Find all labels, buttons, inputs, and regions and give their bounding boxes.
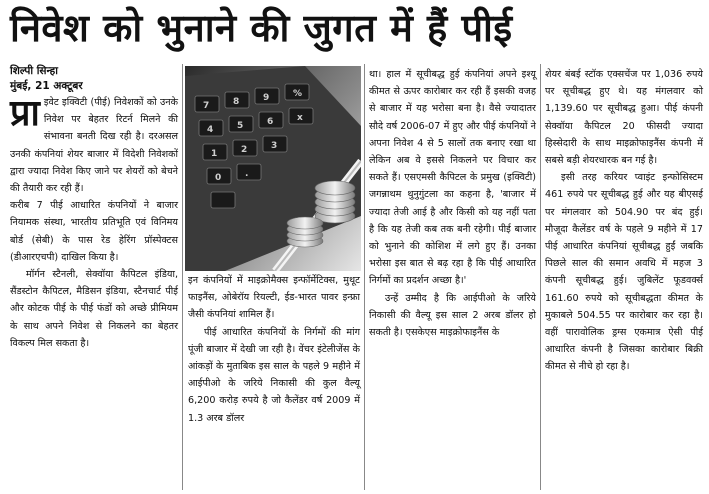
column-rule-1 (182, 64, 183, 490)
col1-paragraph-1: इवेट इक्विटी (पीई) निवेशकों को उनके निवेश पर बेहतर रिटर्न मिलने की संभावना बनती दिख रही है। दरअसल उनकी कंपनियां शेयर बाजार में विदेशी निवेशकों द्वारा ज्यादा निवेश किए जाने पर शेयरों को बेचने की तैयारी कर रही हैं। (10, 97, 178, 195)
col4-paragraph-1: शेयर बंबई स्टॉक एक्सचेंज पर 1,036 रुपये पर सूचीबद्ध हुए थे। यह मंगलवार को 1,139.60 पर सूचीबद्ध हुआ। पीई कंपनी सेक्वॉया कैपिटल 20 फीसदी ज्यादा हिस्सेदारी के साथ माइक्रोफाइनैंस कंपनी में सबसे बड़ी शेयरधारक बन गई है। (545, 69, 703, 167)
svg-text:5: 5 (237, 121, 244, 131)
byline: शिल्पी सिन्हा (10, 65, 58, 77)
article-column-1 (10, 64, 178, 352)
svg-text:8: 8 (233, 97, 240, 107)
svg-text:3: 3 (271, 141, 278, 151)
svg-text:.: . (245, 169, 249, 179)
svg-text:1: 1 (211, 149, 218, 159)
article-column-2 (188, 272, 360, 427)
col2-paragraph-1: इन कंपनियों में माइक्रोमैक्स इन्फॉर्मेटिक्स, मुथूट फाइनैंस, ओबेरॉय रियल्टी, ईड-भारत पावर इन्फ्रा जैसी कंपनियां शामिल हैं। (188, 275, 360, 321)
column-rule-2 (364, 64, 365, 490)
col1-paragraph-2: करीब 7 पीई आधारित कंपनियों ने बाजार नियामक संस्था, भारतीय प्रतिभूति एवं विनिमय बोर्ड (सेबी) के पास रेड हेरिंग प्रॉस्पेक्टस (डीआरएचपी) दाखिल किया है। (10, 200, 178, 263)
article-column-3 (369, 66, 536, 341)
svg-text:9: 9 (263, 93, 270, 103)
svg-text:4: 4 (207, 125, 214, 135)
col3-paragraph-1: था। हाल में सूचीबद्ध हुई कंपनियां अपने इश्यू कीमत से ऊपर कारोबार कर रही हैं इसकी वजह से बाजार में यह भरोसा बना है। वैसे ज्यादातर सौदे वर्ष 2006-07 में हुए और पीई कंपनियों ने अपना निवेश 4 से 5 सालों तक बनाए रखा था लेकिन अब वे इससे निकलने पर विचार कर सकते हैं। एसएमसी कैपिटल के प्रमुख (इक्विटी) जगन्नाथम थुनुगुंटला का कहना है, 'बाजार में ज्यादा तेजी आई है और किसी को यह नहीं पता है कि यह तेजी कब तक बनी रहेगी। पीई बाजार को भुनाने की कोशिश में लगे हुए हैं। उनका भरोसा इस बात से बढ़ रहा है कि पीई आधारित निर्गमों का प्रदर्शन अच्छा है।' (369, 69, 536, 287)
column-rule-3 (540, 64, 541, 490)
col4-paragraph-2: इसी तरह करियर प्वाइंट इन्फोसिस्टम 461 रुपये पर सूचीबद्ध हुई और यह बीएसई पर मंगलवार को 504.90 पर बंद हुई। मौजूदा कैलेंडर वर्ष के पहले 9 महीने में 17 पीई आधारित कंपनियां सूचीबद्ध हुईं जबकि पिछले साल की समान अवधि में महज 3 कंपनी सूचीबद्ध हुई। जुबिलेंट फूडवर्क्स 161.60 रुपये को सूचीबद्धता कीमत के मुकाबले 504.55 पर कारोबार कर रहा है। वहीं पारावोलिक ड्रग्स एकमात्र ऐसी पीई आधारित कंपनी है जिसका कारोबार बिक्री कीमत से नीचे हो रहा है। (545, 172, 703, 373)
svg-text:2: 2 (241, 145, 248, 155)
headline: निवेश को भुनाने की जुगत में हैं पीई (10, 6, 513, 50)
calculator-coins-photo (185, 66, 361, 271)
svg-text:%: % (293, 89, 303, 99)
svg-text:x: x (297, 113, 303, 123)
svg-text:7: 7 (203, 101, 210, 111)
col2-paragraph-2: पीई आधारित कंपनियों के निर्गमों की मांग पूंजी बाजार में देखी जा रही है। वेंचर इंटेलीजेंस के आंकड़ों के मुताबिक इस साल के पहले 9 महीने में आईपीओ के जरिये निकासी की कुल वैल्यू 6,200 करोड़ रुपये है जो कैलेंडर वर्ष 2009 में 1.3 अरब डॉलर (188, 326, 360, 424)
calculator-coins-image (185, 66, 361, 271)
col3-paragraph-2: उन्हें उम्मीद है कि आईपीओ के जरिये निकासी की वैल्यू इस साल 2 अरब डॉलर हो सकती है। एसकेएस माइक्रोफाइनैंस के (369, 292, 536, 339)
col1-paragraph-3: मॉर्गन स्टैनली, सेक्वॉया कैपिटल इंडिया, सैंडस्टोन कैपिटल, मैडिसन इंडिया, स्टैनचार्ट पीई और कोटक पीई के पीई फंडों को अच्छे प्रीमियम के साथ अपने निवेश से निकलने का बेहतर विकल्प मिल सकता है। (10, 269, 178, 349)
article-column-4 (545, 66, 703, 376)
svg-text:6: 6 (267, 117, 274, 127)
drop-cap: प्रा (10, 92, 40, 134)
dateline: मुंबई, 21 अक्टूबर (10, 80, 83, 92)
svg-text:0: 0 (215, 173, 222, 183)
